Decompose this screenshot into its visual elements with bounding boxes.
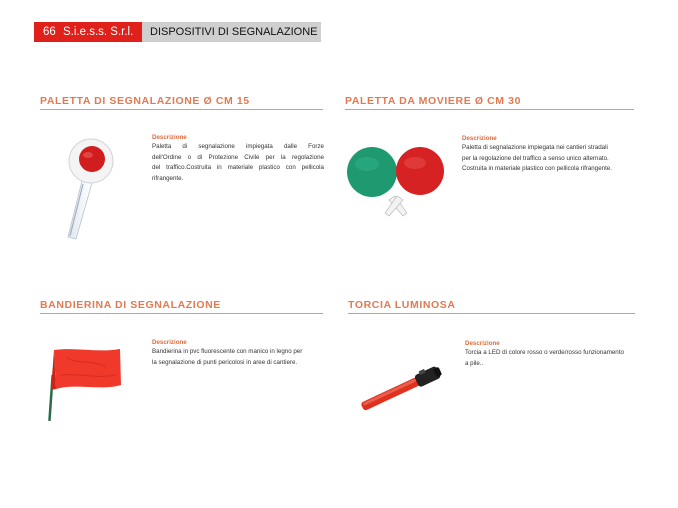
description-label: Descrizione bbox=[465, 340, 500, 347]
moviere-paddle-image bbox=[345, 144, 447, 218]
title-divider bbox=[348, 313, 635, 314]
description-line: Costruita in materiale plastico con pellicola rifrangente. bbox=[462, 165, 612, 172]
small-paddle-image bbox=[62, 137, 118, 243]
description-label: Descrizione bbox=[462, 135, 497, 142]
title-divider bbox=[40, 313, 323, 314]
description-line: la segnalazione di punti pericolosi in aree di cantiere. bbox=[152, 358, 298, 366]
title-divider bbox=[345, 109, 634, 110]
description-line: dell'Ordine o di Protezione Civile per la regolazione bbox=[152, 153, 324, 161]
title-divider bbox=[40, 109, 323, 110]
torch-image bbox=[352, 360, 450, 416]
description-line: per la regolazione del traffico a senso unico alternato. bbox=[462, 154, 609, 162]
description-line: Torcia a LED di colore rosso o verde/rosso funzionamento bbox=[465, 349, 624, 356]
product-description bbox=[152, 347, 330, 368]
description-line: Paletta di segnalazione impiegata dalle Forze bbox=[152, 143, 324, 150]
page-header-brand bbox=[34, 22, 142, 42]
product-title: TORCIA LUMINOSA bbox=[348, 299, 456, 311]
description-label: Descrizione bbox=[152, 339, 187, 346]
section-title: DISPOSITIVI DI SEGNALAZIONE bbox=[142, 22, 321, 42]
flag-image bbox=[46, 345, 124, 423]
description-line: Paletta di segnalazione impiegata nei cantieri stradali bbox=[462, 144, 608, 151]
product-title: PALETTA DA MOVIERE Ø CM 30 bbox=[345, 95, 522, 107]
description-label: Descrizione bbox=[152, 134, 187, 141]
product-title: PALETTA DI SEGNALAZIONE Ø CM 15 bbox=[40, 95, 250, 107]
description-line: a pile.. bbox=[465, 359, 484, 367]
description-line: Bandierina in pvc fluorescente con manico in legno per bbox=[152, 348, 303, 355]
description-line: rifrangente. bbox=[152, 174, 184, 182]
product-title: BANDIERINA DI SEGNALAZIONE bbox=[40, 299, 221, 311]
product-description bbox=[152, 142, 324, 184]
description-line: del traffico.Costruita in materiale plastico con pellicola bbox=[152, 164, 324, 171]
product-description bbox=[462, 143, 642, 175]
company-name: S.i.e.s.s. S.r.l. bbox=[63, 26, 134, 38]
product-description bbox=[465, 348, 645, 369]
page-number: 66 bbox=[43, 26, 56, 38]
